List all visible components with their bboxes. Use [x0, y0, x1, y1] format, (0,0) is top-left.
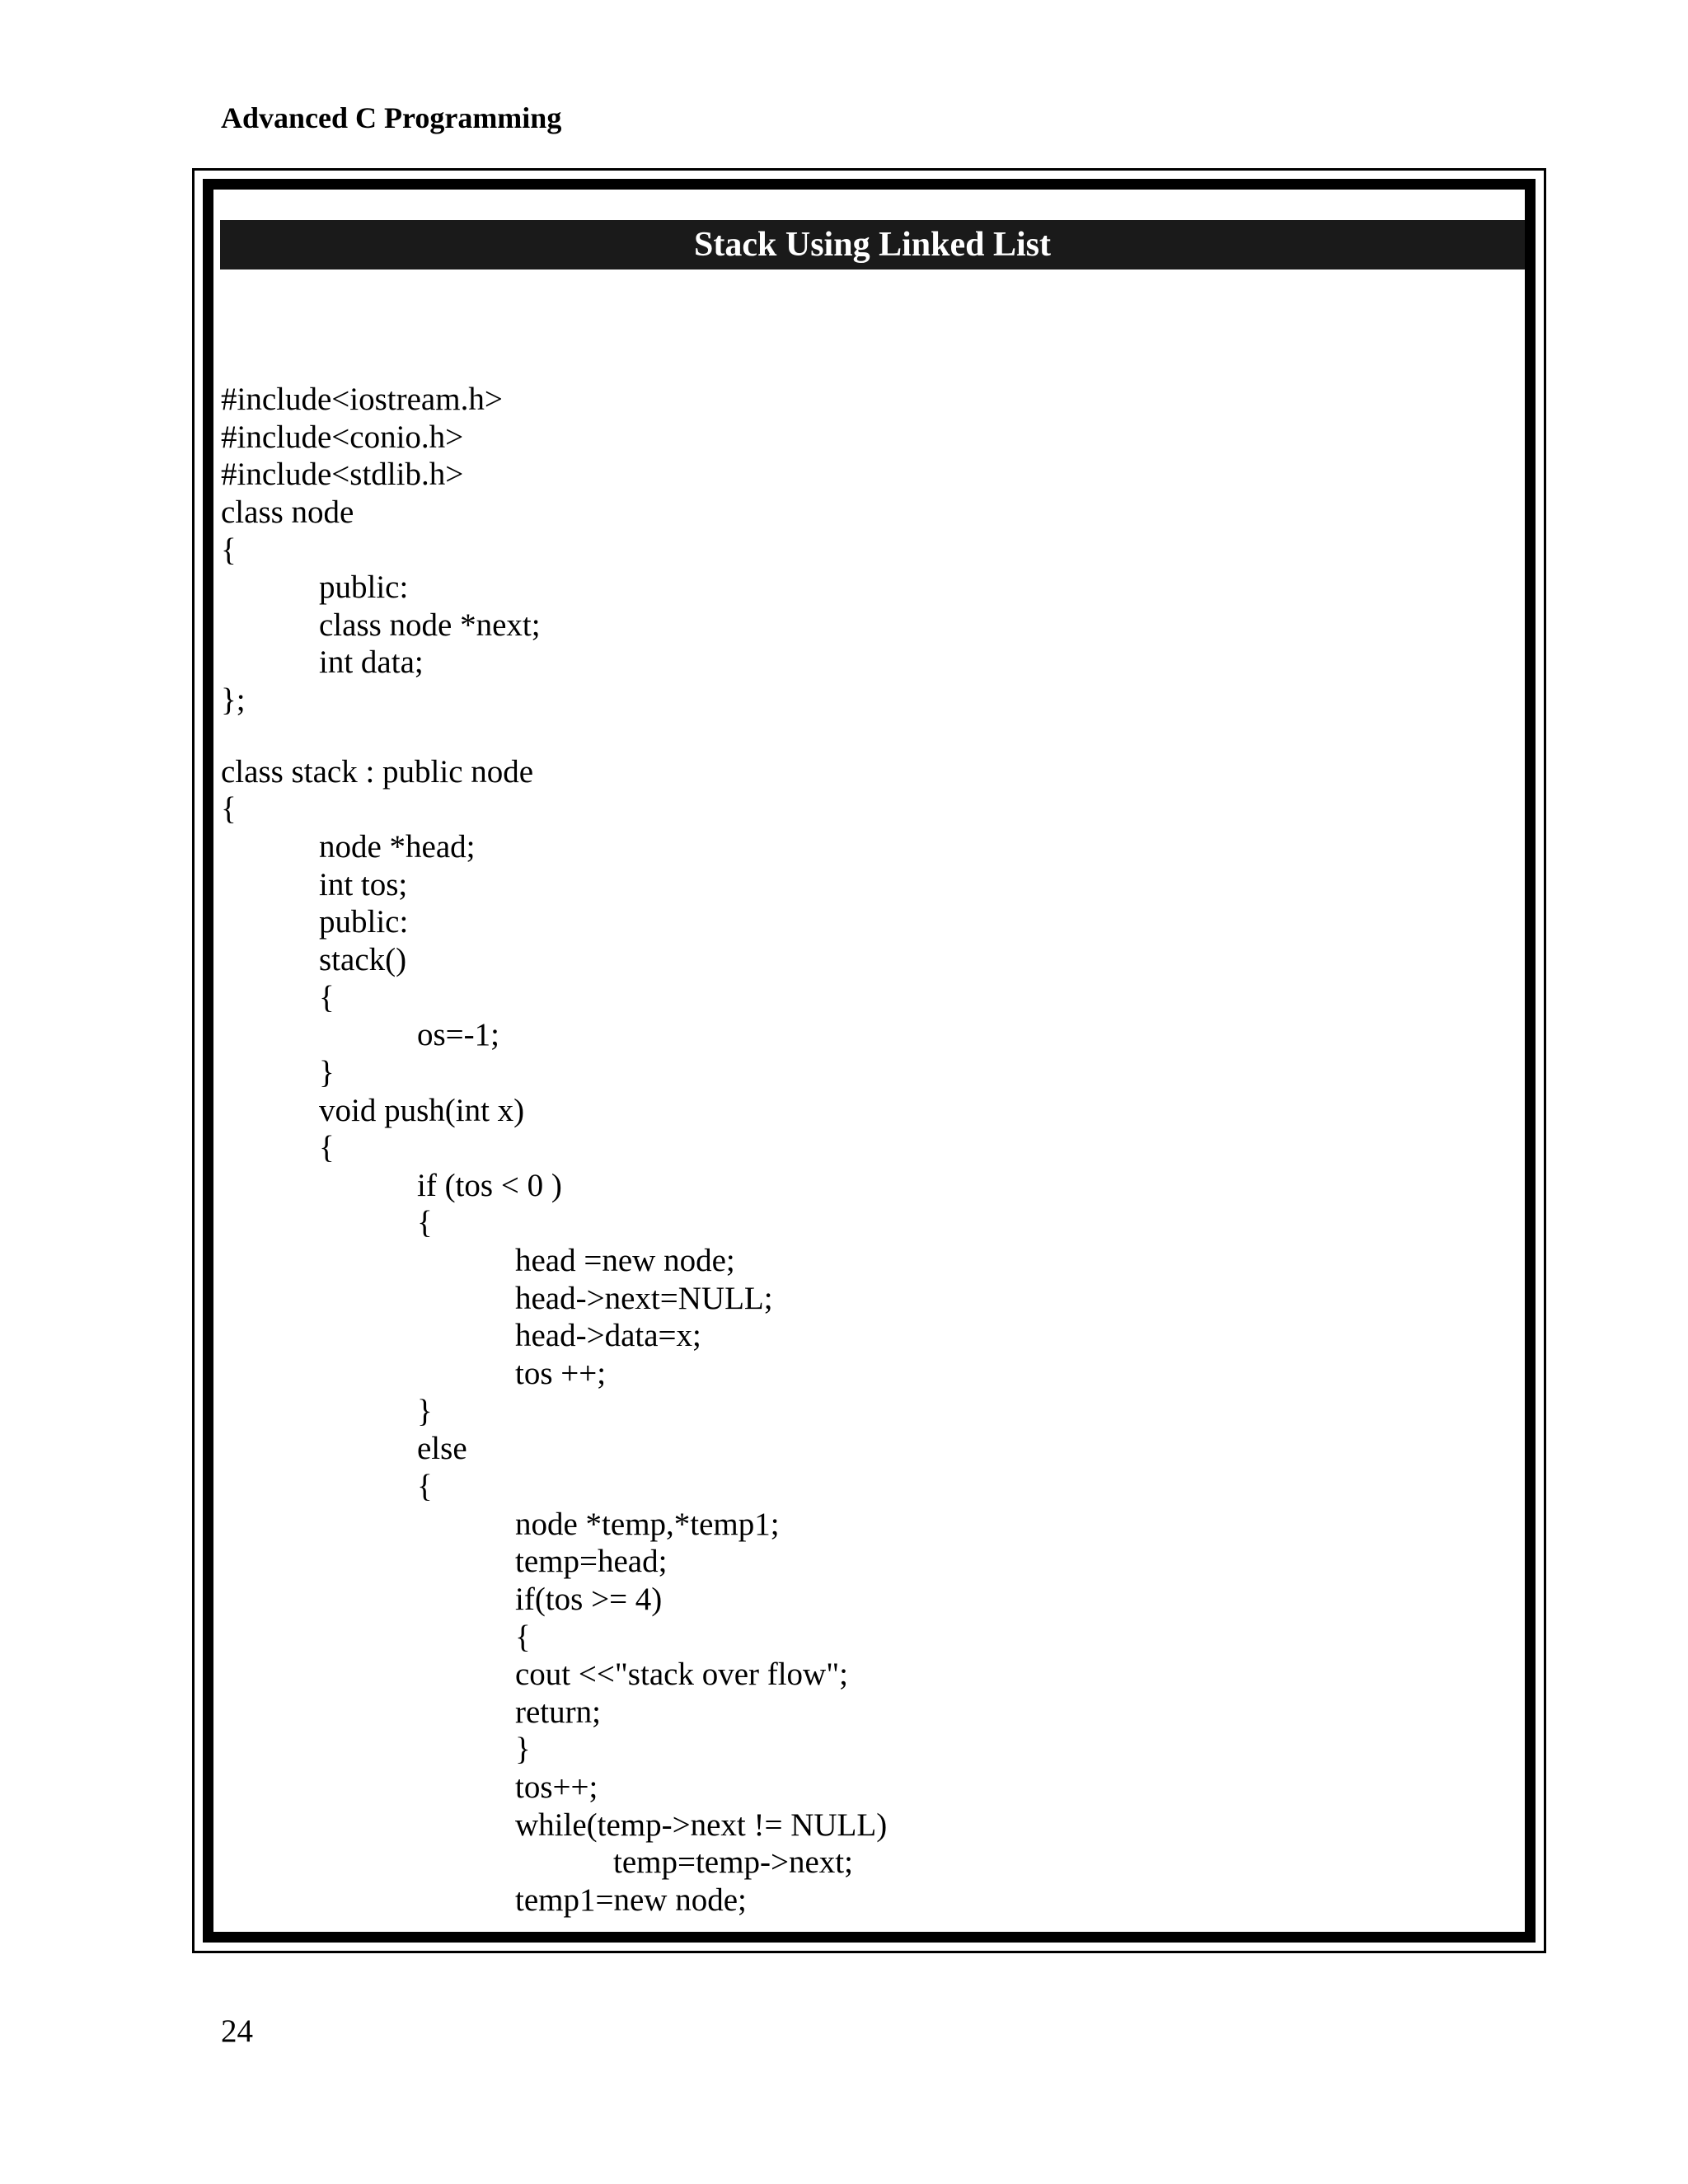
- code-line: {: [319, 1130, 335, 1166]
- code-line: return;: [515, 1694, 601, 1730]
- code-line: int data;: [319, 644, 424, 681]
- code-blank-line: [221, 719, 887, 753]
- code-line: if (tos < 0 ): [417, 1167, 562, 1203]
- code-line: {: [417, 1468, 433, 1504]
- code-line: head->next=NULL;: [515, 1280, 773, 1316]
- code-line: }: [515, 1732, 531, 1768]
- code-line: else: [417, 1431, 467, 1467]
- code-line: #include<stdlib.h>: [221, 457, 464, 493]
- code-line: node *temp,*temp1;: [515, 1506, 780, 1542]
- code-line: tos ++;: [515, 1356, 607, 1392]
- code-line: {: [221, 791, 237, 827]
- code-line: class stack : public node: [221, 753, 534, 790]
- code-line: stack(): [319, 941, 407, 977]
- code-listing: [221, 381, 887, 1919]
- code-line: class node: [221, 494, 354, 530]
- running-header: Advanced C Programming: [221, 101, 562, 134]
- code-line: int tos;: [319, 866, 408, 902]
- page-number: 24: [221, 2013, 253, 2049]
- code-line: head =new node;: [515, 1243, 735, 1279]
- code-line: tos++;: [515, 1769, 598, 1806]
- code-line: {: [319, 979, 335, 1015]
- code-line: temp=head;: [515, 1544, 668, 1580]
- section-title-bar: Stack Using Linked List: [220, 220, 1525, 269]
- code-line: class node *next;: [319, 607, 541, 643]
- code-line: temp1=new node;: [515, 1882, 747, 1918]
- code-line: while(temp->next != NULL): [515, 1807, 888, 1843]
- code-line: {: [221, 532, 237, 568]
- code-line: }: [319, 1054, 335, 1090]
- code-line: if(tos >= 4): [515, 1581, 663, 1617]
- code-line: }: [417, 1393, 433, 1429]
- code-line: cout <<"stack over flow";: [515, 1657, 848, 1693]
- code-line: os=-1;: [417, 1017, 499, 1053]
- code-line: node *head;: [319, 829, 476, 865]
- code-line: };: [221, 682, 246, 719]
- code-line: public:: [319, 569, 409, 606]
- code-line: {: [515, 1619, 531, 1655]
- code-line: #include<conio.h>: [221, 419, 464, 455]
- code-line: temp=temp->next;: [613, 1844, 853, 1881]
- code-line: void push(int x): [319, 1092, 525, 1128]
- code-line: #include<iostream.h>: [221, 382, 503, 417]
- code-line: public:: [319, 904, 409, 940]
- code-line: {: [417, 1205, 433, 1241]
- code-line: head->data=x;: [515, 1318, 701, 1354]
